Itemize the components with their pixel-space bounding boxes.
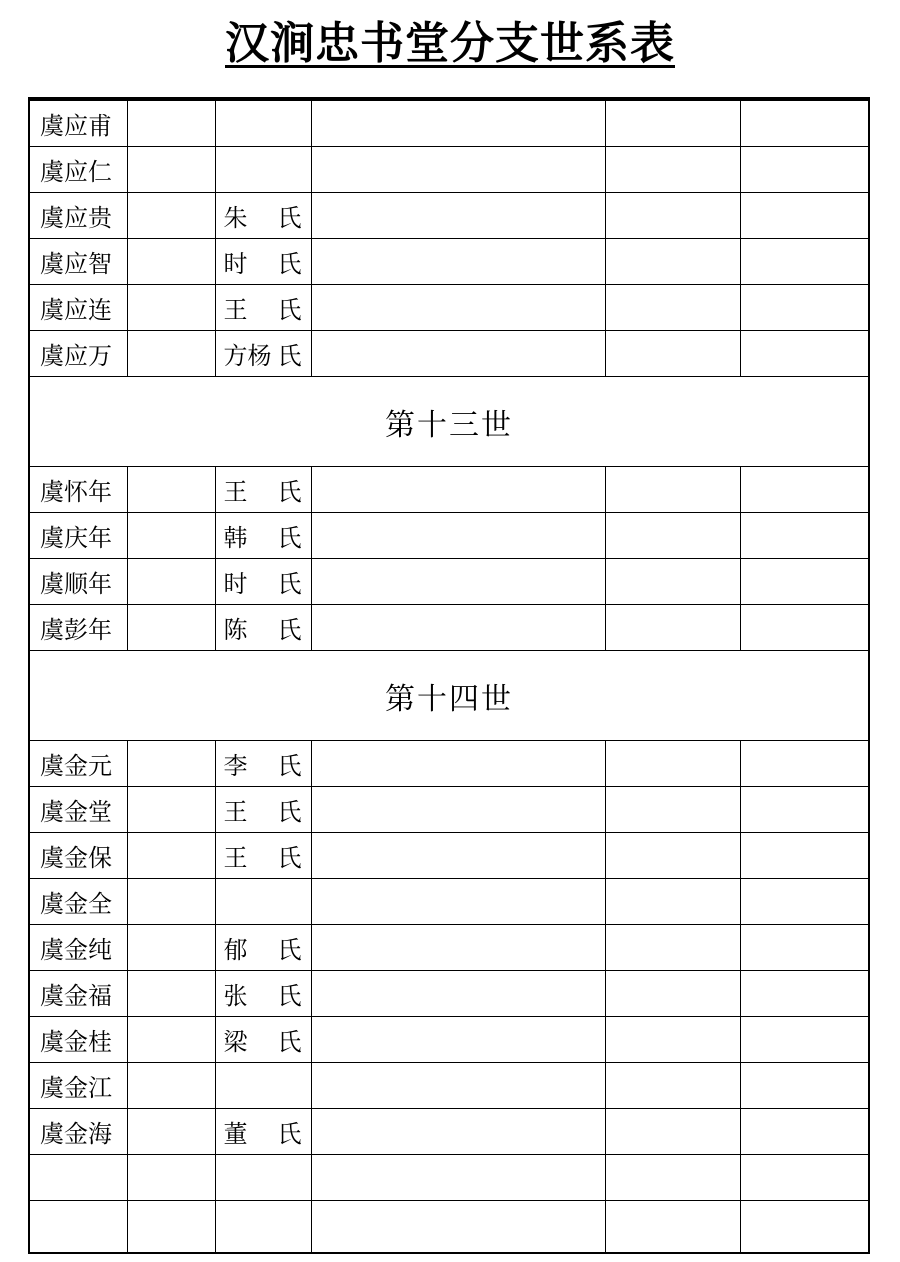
spouse-suffix: 氏 bbox=[277, 616, 302, 644]
spouse-cell bbox=[215, 1155, 311, 1201]
blank-cell bbox=[605, 147, 740, 193]
person-name-cell: 虞彭年 bbox=[29, 605, 127, 651]
blank-cell bbox=[311, 1063, 605, 1109]
spouse-cell bbox=[215, 1063, 311, 1109]
blank-cell bbox=[127, 1017, 215, 1063]
person-name-cell: 虞应万 bbox=[29, 331, 127, 377]
person-name-cell: 虞金全 bbox=[29, 879, 127, 925]
blank-cell bbox=[311, 193, 605, 239]
spouse-cell bbox=[215, 879, 311, 925]
blank-cell bbox=[127, 971, 215, 1017]
blank-cell bbox=[605, 879, 740, 925]
blank-cell bbox=[127, 879, 215, 925]
table-row bbox=[29, 833, 869, 879]
blank-cell bbox=[740, 879, 869, 925]
spouse-cell bbox=[215, 559, 311, 605]
blank-cell bbox=[127, 99, 215, 147]
spouse-cell bbox=[215, 193, 311, 239]
table-row bbox=[29, 1155, 869, 1201]
blank-cell bbox=[127, 741, 215, 787]
spouse-surname: 李 bbox=[223, 752, 248, 780]
spouse-suffix: 氏 bbox=[277, 752, 302, 780]
blank-cell bbox=[740, 99, 869, 147]
generation-heading: 第十三世 bbox=[29, 377, 869, 467]
blank-cell bbox=[311, 787, 605, 833]
page-title-text: 汉涧忠书堂分支世系表 bbox=[225, 18, 675, 69]
blank-cell bbox=[311, 605, 605, 651]
blank-cell bbox=[127, 925, 215, 971]
person-name-cell bbox=[29, 1201, 127, 1254]
spouse-suffix: 氏 bbox=[277, 936, 302, 964]
person-name-cell: 虞金保 bbox=[29, 833, 127, 879]
blank-cell bbox=[127, 605, 215, 651]
blank-cell bbox=[127, 147, 215, 193]
person-name-cell: 虞怀年 bbox=[29, 467, 127, 513]
table-row bbox=[29, 513, 869, 559]
person-name-cell: 虞顺年 bbox=[29, 559, 127, 605]
spouse-surname: 梁 bbox=[223, 1028, 248, 1056]
person-name-cell: 虞应仁 bbox=[29, 147, 127, 193]
spouse-surname: 董 bbox=[223, 1120, 248, 1148]
generation-section-14 bbox=[29, 651, 869, 741]
spouse-suffix: 氏 bbox=[277, 524, 302, 552]
blank-cell bbox=[740, 1201, 869, 1254]
person-name-cell: 虞庆年 bbox=[29, 513, 127, 559]
spouse-cell bbox=[215, 787, 311, 833]
spouse-cell bbox=[215, 741, 311, 787]
spouse-surname: 韩 bbox=[223, 524, 248, 552]
blank-cell bbox=[605, 559, 740, 605]
table-row bbox=[29, 787, 869, 833]
blank-cell bbox=[311, 147, 605, 193]
blank-cell bbox=[605, 99, 740, 147]
table-row bbox=[29, 285, 869, 331]
blank-cell bbox=[605, 467, 740, 513]
blank-cell bbox=[311, 513, 605, 559]
person-name-cell: 虞应贵 bbox=[29, 193, 127, 239]
blank-cell bbox=[605, 285, 740, 331]
spouse-cell bbox=[215, 971, 311, 1017]
table-row bbox=[29, 1017, 869, 1063]
spouse-surname: 王 bbox=[223, 844, 248, 872]
blank-cell bbox=[127, 833, 215, 879]
blank-cell bbox=[311, 833, 605, 879]
person-name-cell bbox=[29, 1155, 127, 1201]
blank-cell bbox=[127, 1155, 215, 1201]
table-row bbox=[29, 99, 869, 147]
table-row bbox=[29, 331, 869, 377]
blank-cell bbox=[311, 879, 605, 925]
spouse-suffix: 氏 bbox=[277, 1028, 302, 1056]
blank-cell bbox=[311, 741, 605, 787]
blank-cell bbox=[605, 1063, 740, 1109]
blank-cell bbox=[127, 467, 215, 513]
spouse-cell bbox=[215, 925, 311, 971]
page-title bbox=[0, 14, 900, 74]
blank-cell bbox=[605, 833, 740, 879]
blank-cell bbox=[127, 193, 215, 239]
table-row bbox=[29, 193, 869, 239]
blank-cell bbox=[127, 331, 215, 377]
table-row bbox=[29, 1109, 869, 1155]
blank-cell bbox=[127, 513, 215, 559]
generation-section-13 bbox=[29, 377, 869, 467]
table-row bbox=[29, 605, 869, 651]
person-name-cell: 虞应智 bbox=[29, 239, 127, 285]
blank-cell bbox=[740, 467, 869, 513]
spouse-cell bbox=[215, 1017, 311, 1063]
blank-cell bbox=[311, 925, 605, 971]
blank-cell bbox=[740, 833, 869, 879]
blank-cell bbox=[605, 1201, 740, 1254]
spouse-suffix: 氏 bbox=[277, 982, 302, 1010]
person-name-cell: 虞金福 bbox=[29, 971, 127, 1017]
spouse-cell bbox=[215, 99, 311, 147]
blank-cell bbox=[311, 559, 605, 605]
person-name-cell: 虞金桂 bbox=[29, 1017, 127, 1063]
spouse-cell bbox=[215, 1201, 311, 1254]
table-row bbox=[29, 239, 869, 285]
blank-cell bbox=[740, 1155, 869, 1201]
blank-cell bbox=[605, 741, 740, 787]
spouse-suffix: 氏 bbox=[277, 798, 302, 826]
spouse-surname: 陈 bbox=[223, 616, 248, 644]
blank-cell bbox=[740, 513, 869, 559]
genealogy-table-body bbox=[29, 99, 869, 1253]
spouse-surname: 郁 bbox=[223, 936, 248, 964]
blank-cell bbox=[311, 239, 605, 285]
blank-cell bbox=[311, 99, 605, 147]
spouse-suffix: 氏 bbox=[277, 296, 302, 324]
person-name-cell: 虞金纯 bbox=[29, 925, 127, 971]
blank-cell bbox=[127, 239, 215, 285]
spouse-suffix: 氏 bbox=[277, 844, 302, 872]
blank-cell bbox=[311, 1017, 605, 1063]
spouse-cell bbox=[215, 331, 311, 377]
person-name-cell: 虞金江 bbox=[29, 1063, 127, 1109]
blank-cell bbox=[605, 239, 740, 285]
blank-cell bbox=[740, 605, 869, 651]
blank-cell bbox=[127, 787, 215, 833]
blank-cell bbox=[605, 787, 740, 833]
blank-cell bbox=[127, 559, 215, 605]
blank-cell bbox=[311, 1155, 605, 1201]
blank-cell bbox=[605, 513, 740, 559]
table-row bbox=[29, 879, 869, 925]
table-row bbox=[29, 1201, 869, 1254]
table-row bbox=[29, 925, 869, 971]
table-row bbox=[29, 467, 869, 513]
blank-cell bbox=[740, 741, 869, 787]
spouse-surname: 王 bbox=[223, 296, 248, 324]
blank-cell bbox=[605, 193, 740, 239]
spouse-cell bbox=[215, 513, 311, 559]
blank-cell bbox=[740, 1017, 869, 1063]
blank-cell bbox=[605, 925, 740, 971]
spouse-surname: 方杨 bbox=[223, 342, 272, 370]
spouse-suffix: 氏 bbox=[277, 570, 302, 598]
blank-cell bbox=[311, 971, 605, 1017]
blank-cell bbox=[740, 1109, 869, 1155]
spouse-cell bbox=[215, 1109, 311, 1155]
generation-heading: 第十四世 bbox=[29, 651, 869, 741]
person-name-cell: 虞应甫 bbox=[29, 99, 127, 147]
table-row bbox=[29, 741, 869, 787]
blank-cell bbox=[311, 1109, 605, 1155]
person-name-cell: 虞金元 bbox=[29, 741, 127, 787]
blank-cell bbox=[311, 1201, 605, 1254]
blank-cell bbox=[605, 605, 740, 651]
blank-cell bbox=[740, 925, 869, 971]
spouse-suffix: 氏 bbox=[277, 478, 302, 506]
table-row bbox=[29, 1063, 869, 1109]
blank-cell bbox=[740, 147, 869, 193]
blank-cell bbox=[605, 1155, 740, 1201]
spouse-suffix: 氏 bbox=[277, 204, 302, 232]
blank-cell bbox=[311, 331, 605, 377]
blank-cell bbox=[740, 1063, 869, 1109]
blank-cell bbox=[740, 971, 869, 1017]
person-name-cell: 虞金堂 bbox=[29, 787, 127, 833]
spouse-cell bbox=[215, 239, 311, 285]
blank-cell bbox=[740, 331, 869, 377]
blank-cell bbox=[605, 1109, 740, 1155]
blank-cell bbox=[605, 331, 740, 377]
spouse-suffix: 氏 bbox=[277, 250, 302, 278]
blank-cell bbox=[605, 1017, 740, 1063]
genealogy-table bbox=[28, 97, 870, 1254]
blank-cell bbox=[127, 1063, 215, 1109]
spouse-surname: 王 bbox=[223, 798, 248, 826]
spouse-surname: 时 bbox=[223, 250, 248, 278]
table-row bbox=[29, 971, 869, 1017]
spouse-cell bbox=[215, 833, 311, 879]
spouse-suffix: 氏 bbox=[277, 342, 302, 370]
table-row bbox=[29, 147, 869, 193]
spouse-surname: 朱 bbox=[223, 204, 248, 232]
spouse-surname: 时 bbox=[223, 570, 248, 598]
person-name-cell: 虞应连 bbox=[29, 285, 127, 331]
blank-cell bbox=[127, 285, 215, 331]
blank-cell bbox=[740, 239, 869, 285]
blank-cell bbox=[311, 467, 605, 513]
spouse-cell bbox=[215, 147, 311, 193]
spouse-suffix: 氏 bbox=[277, 1120, 302, 1148]
blank-cell bbox=[127, 1201, 215, 1254]
blank-cell bbox=[740, 787, 869, 833]
blank-cell bbox=[740, 559, 869, 605]
person-name-cell: 虞金海 bbox=[29, 1109, 127, 1155]
spouse-surname: 张 bbox=[223, 982, 248, 1010]
blank-cell bbox=[127, 1109, 215, 1155]
blank-cell bbox=[740, 285, 869, 331]
blank-cell bbox=[740, 193, 869, 239]
spouse-surname: 王 bbox=[223, 478, 248, 506]
spouse-cell bbox=[215, 605, 311, 651]
blank-cell bbox=[311, 285, 605, 331]
blank-cell bbox=[605, 971, 740, 1017]
spouse-cell bbox=[215, 285, 311, 331]
table-row bbox=[29, 559, 869, 605]
spouse-cell bbox=[215, 467, 311, 513]
